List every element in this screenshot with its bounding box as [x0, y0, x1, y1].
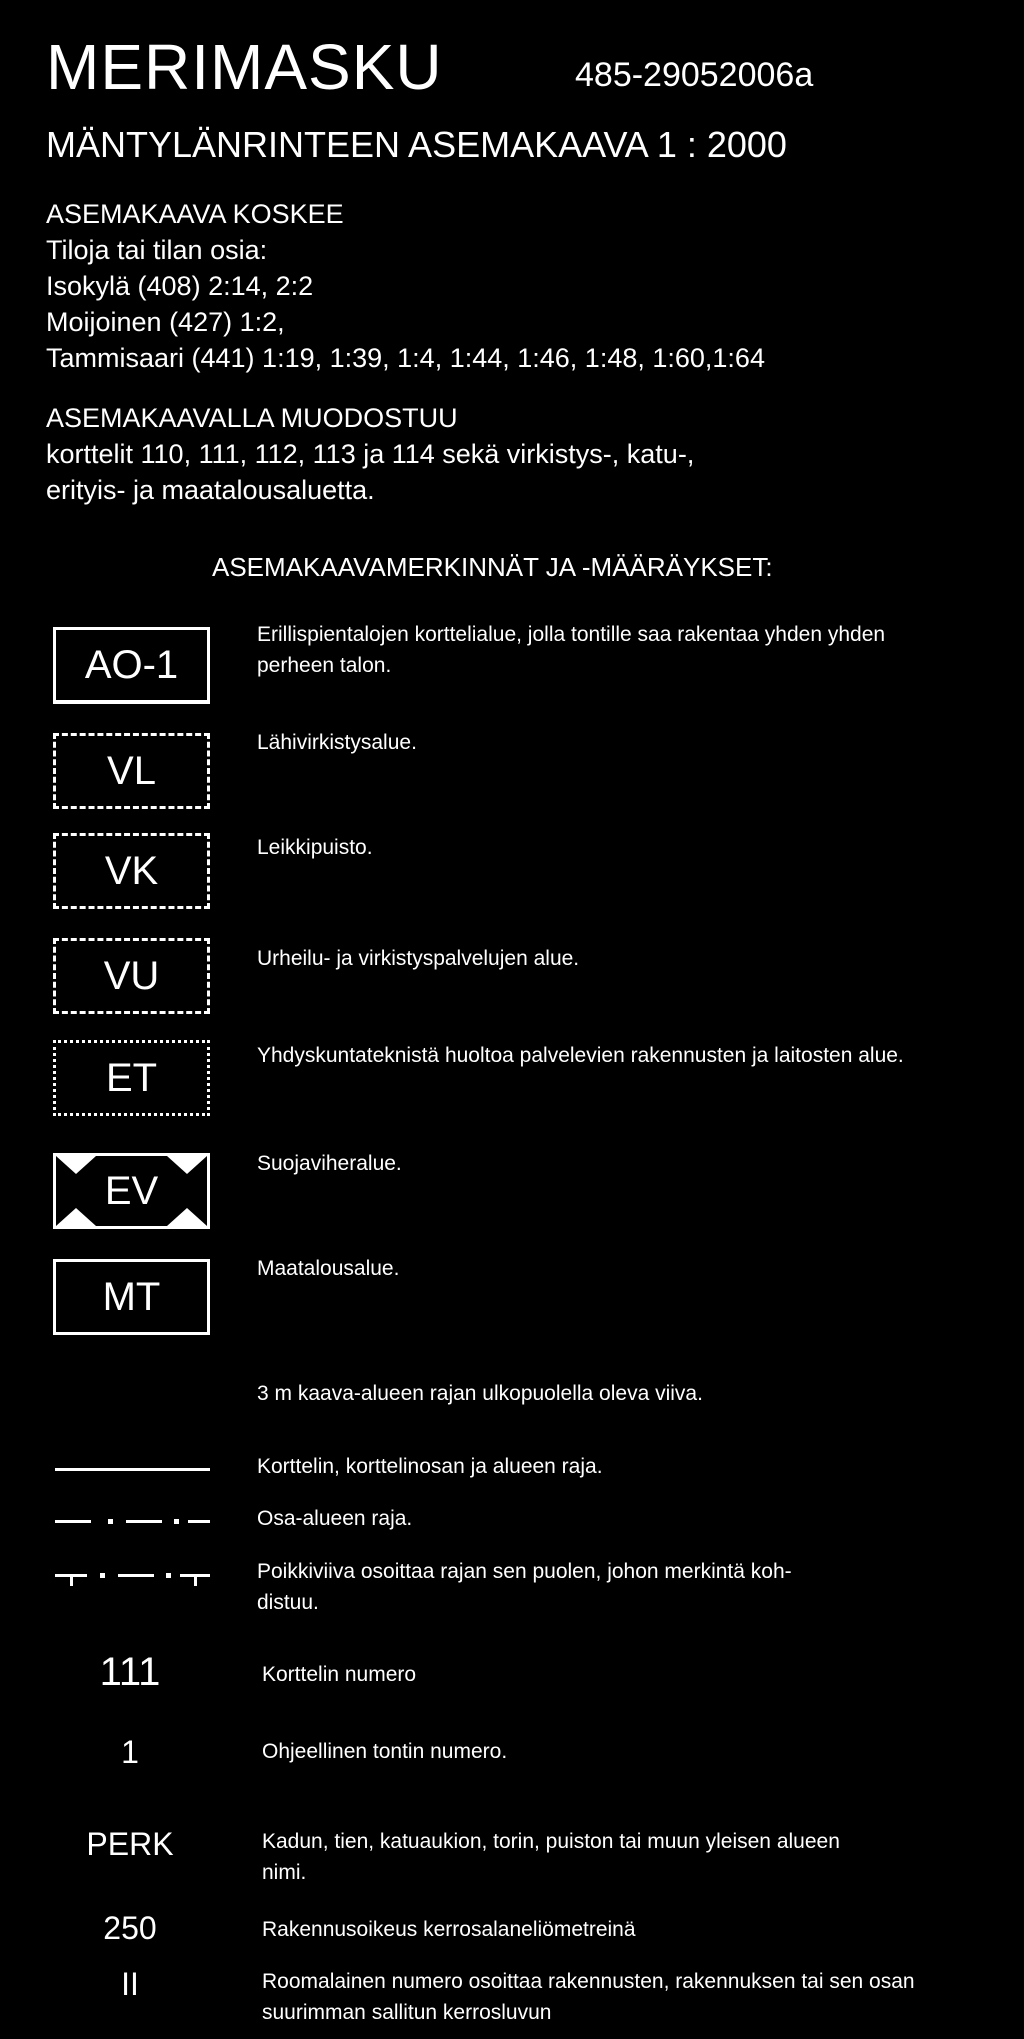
- desc-line: Ohjeellinen tontin numero.: [262, 1740, 508, 1763]
- scope-line: Tammisaari (441) 1:19, 1:39, 1:4, 1:44, 1:46, 1:48, 1:60,1:64: [46, 343, 765, 373]
- desc-line: Yhdyskuntateknistä huoltoa palvelevien rakennusten ja laitosten alue.: [257, 1044, 904, 1067]
- legend-heading: ASEMAKAAVAMERKINNÄT JA -MÄÄRÄYKSET:: [212, 552, 773, 582]
- marker-desc-plot-number: [262, 1736, 507, 1767]
- zone-code: EV: [104, 1168, 159, 1213]
- subarea-line-segment: [55, 1520, 91, 1523]
- marker-symbol-floor-area: 250: [103, 1910, 157, 1946]
- zone-code: ET: [105, 1055, 158, 1100]
- zone-code: AO-1: [84, 642, 179, 687]
- marker-desc-floor-count: [262, 1966, 915, 2028]
- zone-symbol-vl: [53, 733, 210, 809]
- subarea-line-segment: [188, 1520, 210, 1523]
- zone-desc-vl: [257, 727, 417, 758]
- marker-desc-block-number: [262, 1659, 416, 1690]
- marker-desc-street-name: [262, 1826, 840, 1888]
- zone-code: VL: [107, 748, 156, 793]
- desc-line: Lähivirkistysalue.: [257, 731, 417, 754]
- crossline-tick: [194, 1574, 197, 1586]
- formation-line: korttelit 110, 111, 112, 113 ja 114 sekä virkistys-, katu-,: [46, 439, 695, 469]
- scope-block: [46, 196, 765, 376]
- desc-line: 3 m kaava-alueen rajan ulkopuolella oleva viiva.: [257, 1382, 703, 1405]
- desc-line: perheen talon.: [257, 654, 392, 677]
- marker-symbol-street-name: PERK: [86, 1826, 174, 1862]
- crossline-dot: [166, 1573, 171, 1578]
- zone-symbol-ev: [53, 1153, 210, 1229]
- formation-line: ASEMAKAAVALLA MUODOSTUU: [46, 403, 458, 433]
- formation-block: [46, 400, 694, 508]
- marker-symbol-floor-count: II: [121, 1966, 139, 2002]
- desc-line: Poikkiviiva osoittaa rajan sen puolen, johon merkintä koh-: [257, 1560, 792, 1583]
- subarea-line-segment: [126, 1520, 162, 1523]
- desc-line: Suojaviheralue.: [257, 1152, 402, 1175]
- scope-line: ASEMAKAAVA KOSKEE: [46, 199, 344, 229]
- zone-symbol-mt: [53, 1259, 210, 1335]
- plan-subtitle: MÄNTYLÄNRINTEEN ASEMAKAAVA 1 : 2000: [46, 124, 787, 165]
- zone-underline: [53, 700, 210, 704]
- zone-symbol-et: [53, 1040, 210, 1116]
- block-border-line: [55, 1468, 210, 1471]
- scope-line: Tiloja tai tilan osia:: [46, 235, 268, 265]
- crossline-segment: [118, 1574, 154, 1577]
- desc-line: Korttelin, korttelinosan ja alueen raja.: [257, 1455, 603, 1478]
- zone-symbol-ao1: [53, 627, 210, 703]
- line-desc-subarea: [257, 1503, 412, 1534]
- desc-line: Rakennusoikeus kerrosalaneliömetreinä: [262, 1918, 636, 1941]
- zone-code: MT: [102, 1274, 161, 1319]
- desc-line: Erillispientalojen korttelialue, jolla tontille saa rakentaa yhden yhden: [257, 623, 886, 646]
- zone-desc-ao1: [257, 619, 885, 681]
- line-desc-crossline: [257, 1556, 792, 1618]
- zone-code: VK: [104, 848, 159, 893]
- formation-line: erityis- ja maatalousaluetta.: [46, 475, 375, 505]
- subarea-line-dot: [174, 1519, 179, 1524]
- line-desc-block: [257, 1451, 603, 1482]
- desc-line: nimi.: [262, 1861, 307, 1884]
- desc-line: distuu.: [257, 1591, 319, 1614]
- line-desc-outer: [257, 1378, 703, 1409]
- desc-line: Roomalainen numero osoittaa rakennusten, rakennuksen tai sen osan: [262, 1970, 915, 1993]
- plan-title: MERIMASKU: [46, 31, 443, 103]
- plan-code: 485-29052006a: [575, 56, 814, 94]
- marker-desc-floor-area: [262, 1914, 636, 1945]
- zone-symbol-vu: [53, 938, 210, 1014]
- crossline-tick: [70, 1574, 73, 1586]
- zone-desc-et: [257, 1040, 904, 1071]
- crossline-dot: [100, 1573, 105, 1578]
- marker-symbol-block-number: 111: [99, 1650, 161, 1694]
- scope-line: Isokylä (408) 2:14, 2:2: [46, 271, 314, 301]
- zone-desc-vu: [257, 943, 579, 974]
- zone-desc-mt: [257, 1253, 399, 1284]
- zone-desc-ev: [257, 1148, 402, 1179]
- marker-symbol-plot-number: 1: [121, 1734, 139, 1770]
- desc-line: Leikkipuisto.: [257, 836, 373, 859]
- desc-line: Maatalousalue.: [257, 1257, 400, 1280]
- desc-line: suurimman sallitun kerrosluvun: [262, 2001, 552, 2024]
- desc-line: Osa-alueen raja.: [257, 1507, 413, 1530]
- zone-code: VU: [103, 953, 160, 998]
- desc-line: Korttelin numero: [262, 1663, 417, 1686]
- scope-line: Moijoinen (427) 1:2,: [46, 307, 285, 337]
- zone-desc-vk: [257, 832, 373, 863]
- desc-line: Urheilu- ja virkistyspalvelujen alue.: [257, 947, 580, 970]
- zone-symbol-vk: [53, 833, 210, 909]
- desc-line: Kadun, tien, katuaukion, torin, puiston tai muun yleisen alueen: [262, 1830, 840, 1853]
- subarea-line-dot: [108, 1519, 113, 1524]
